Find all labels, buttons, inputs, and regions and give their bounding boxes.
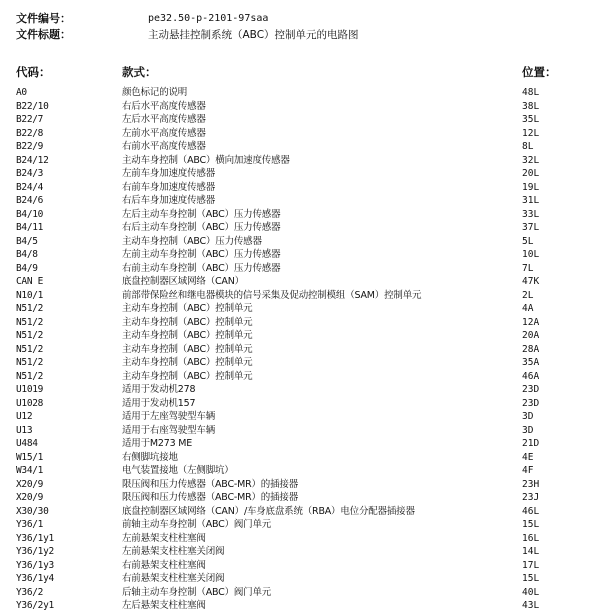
component-code: W34/1 bbox=[16, 465, 44, 476]
component-position: 16L bbox=[522, 532, 540, 544]
component-code: N51/2 bbox=[16, 343, 44, 355]
table-row bbox=[0, 545, 604, 559]
table-row bbox=[0, 410, 604, 424]
table-row bbox=[0, 572, 604, 586]
component-code: Y36/2y1 bbox=[16, 600, 54, 611]
component-code: N51/2 bbox=[16, 303, 44, 314]
component-description: 右前悬架支柱柱塞阀 bbox=[122, 559, 206, 571]
component-description: 适用于发动机157 bbox=[122, 397, 196, 409]
component-position: 46L bbox=[522, 505, 540, 517]
table-row bbox=[0, 383, 604, 397]
component-description: 主动车身控制（ABC）横向加速度传感器 bbox=[122, 154, 290, 166]
component-code: B4/5 bbox=[16, 235, 38, 247]
component-description: 底盘控制器区域网络（CAN）/车身底盘系统（RBA）电位分配器插接器 bbox=[122, 505, 415, 517]
component-code: U1028 bbox=[16, 397, 44, 409]
component-code: A0 bbox=[16, 87, 27, 98]
component-code: N51/2 bbox=[16, 370, 44, 382]
table-row bbox=[0, 316, 604, 330]
component-position: 48L bbox=[522, 87, 540, 98]
component-position: 33L bbox=[522, 208, 540, 220]
component-description: 右前车身加速度传感器 bbox=[122, 181, 216, 193]
component-description: 适用于M273 ME bbox=[122, 438, 193, 449]
table-row bbox=[0, 181, 604, 195]
component-code: B24/6 bbox=[16, 195, 44, 206]
component-position: 46A bbox=[522, 370, 540, 382]
component-code: W15/1 bbox=[16, 451, 44, 463]
component-code: X20/9 bbox=[16, 492, 44, 503]
component-position: 23D bbox=[522, 384, 540, 395]
component-code: N51/2 bbox=[16, 357, 44, 368]
component-position: 19L bbox=[522, 181, 540, 193]
component-position: 3D bbox=[522, 411, 534, 422]
table-row bbox=[0, 275, 604, 289]
component-position: 28A bbox=[522, 343, 540, 355]
component-position: 40L bbox=[522, 586, 540, 598]
component-code: Y36/2 bbox=[16, 586, 44, 598]
component-description: 底盘控制器区域网络（CAN） bbox=[122, 276, 244, 287]
component-position: 5L bbox=[522, 235, 534, 247]
table-row bbox=[0, 302, 604, 316]
position-column-header: 位置： bbox=[522, 65, 557, 79]
component-description: 主动车身控制（ABC）控制单元 bbox=[122, 343, 253, 355]
component-code: B24/3 bbox=[16, 168, 44, 179]
component-description: 主动车身控制（ABC）控制单元 bbox=[122, 357, 253, 368]
component-description: 适用于发动机278 bbox=[122, 384, 196, 395]
component-description: 限压阀和压力传感器（ABC-MR）的插接器 bbox=[122, 478, 299, 490]
component-position: 7L bbox=[522, 262, 534, 274]
table-row bbox=[0, 491, 604, 505]
component-code: X30/30 bbox=[16, 505, 49, 517]
component-code: N51/2 bbox=[16, 316, 44, 328]
component-code: B4/8 bbox=[16, 249, 38, 260]
description-column-header: 款式： bbox=[122, 65, 157, 79]
component-description: 右后水平高度传感器 bbox=[122, 100, 206, 112]
component-description: 右前悬架支柱柱塞关闭阀 bbox=[122, 573, 225, 584]
component-description: 前部带保险丝和继电器模块的信号采集及促动控制模组（SAM）控制单元 bbox=[122, 289, 422, 301]
component-code: B24/4 bbox=[16, 181, 44, 193]
component-position: 10L bbox=[522, 249, 540, 260]
component-description: 主动车身控制（ABC）压力传感器 bbox=[122, 235, 262, 247]
component-description: 左后主动车身控制（ABC）压力传感器 bbox=[122, 208, 281, 220]
table-row bbox=[0, 194, 604, 208]
component-position: 4F bbox=[522, 465, 534, 476]
component-description: 限压阀和压力传感器（ABC-MR）的插接器 bbox=[122, 492, 299, 503]
table-row bbox=[0, 86, 604, 100]
component-position: 15L bbox=[522, 519, 540, 530]
component-code: X20/9 bbox=[16, 478, 44, 490]
component-position: 35A bbox=[522, 357, 540, 368]
table-row bbox=[0, 370, 604, 384]
component-code: Y36/1y1 bbox=[16, 532, 54, 544]
table-row bbox=[0, 518, 604, 532]
component-description: 适用于左座驾驶型车辆 bbox=[122, 411, 216, 422]
code-column-header: 代码： bbox=[16, 65, 51, 79]
component-description: 适用于右座驾驶型车辆 bbox=[122, 424, 216, 436]
component-code: N51/2 bbox=[16, 330, 44, 341]
component-description: 主动车身控制（ABC）控制单元 bbox=[122, 303, 253, 314]
table-row bbox=[0, 599, 604, 613]
table-row bbox=[0, 289, 604, 303]
component-description: 主动车身控制（ABC）控制单元 bbox=[122, 316, 253, 328]
table-row bbox=[0, 221, 604, 235]
table-row bbox=[0, 478, 604, 492]
table-row bbox=[0, 424, 604, 438]
table-row bbox=[0, 262, 604, 276]
component-position: 4A bbox=[522, 303, 534, 314]
table-row bbox=[0, 356, 604, 370]
table-row bbox=[0, 235, 604, 249]
component-position: 12L bbox=[522, 127, 540, 139]
component-position: 37L bbox=[522, 222, 540, 233]
component-position: 4E bbox=[522, 451, 534, 463]
file-number-label: 文件编号： bbox=[16, 12, 71, 25]
component-position: 23H bbox=[522, 478, 540, 490]
component-code: B24/12 bbox=[16, 154, 49, 166]
component-code: Y36/1y3 bbox=[16, 559, 54, 571]
component-description: 主动车身控制（ABC）控制单元 bbox=[122, 370, 253, 382]
file-number-value: pe32.50-p-2101-97saa bbox=[148, 13, 269, 24]
table-row bbox=[0, 451, 604, 465]
table-row bbox=[0, 437, 604, 451]
component-description: 右后主动车身控制（ABC）压力传感器 bbox=[122, 222, 281, 233]
component-position: 14L bbox=[522, 546, 540, 557]
component-code: B4/9 bbox=[16, 262, 38, 274]
file-title-value: 主动悬挂控制系统（ABC）控制单元的电路图 bbox=[148, 29, 359, 41]
component-position: 3D bbox=[522, 424, 534, 436]
component-description: 左前悬架支柱柱塞关闭阀 bbox=[122, 546, 225, 557]
component-code: B22/9 bbox=[16, 141, 44, 152]
component-description: 电气装置接地（左侧脚坑） bbox=[122, 465, 234, 476]
component-description: 左前水平高度传感器 bbox=[122, 127, 206, 139]
component-position: 2L bbox=[522, 289, 534, 301]
table-row bbox=[0, 208, 604, 222]
component-position: 17L bbox=[522, 559, 540, 571]
component-position: 15L bbox=[522, 573, 540, 584]
table-row bbox=[0, 113, 604, 127]
component-description: 右前主动车身控制（ABC）压力传感器 bbox=[122, 262, 281, 274]
table-row bbox=[0, 140, 604, 154]
component-position: 35L bbox=[522, 114, 540, 125]
table-row bbox=[0, 532, 604, 546]
component-description: 前轴主动车身控制（ABC）阀门单元 bbox=[122, 519, 272, 530]
component-description: 左前悬架支柱柱塞阀 bbox=[122, 532, 206, 544]
component-position: 12A bbox=[522, 316, 540, 328]
component-code: Y36/1y4 bbox=[16, 573, 54, 584]
component-position: 47K bbox=[522, 276, 540, 287]
component-description: 后轴主动车身控制（ABC）阀门单元 bbox=[122, 586, 272, 598]
component-code: U484 bbox=[16, 438, 38, 449]
table-row bbox=[0, 248, 604, 262]
component-position: 32L bbox=[522, 154, 540, 166]
table-row bbox=[0, 100, 604, 114]
component-code: B22/10 bbox=[16, 100, 49, 112]
component-description: 左后悬架支柱柱塞阀 bbox=[122, 600, 206, 611]
table-row bbox=[0, 397, 604, 411]
component-description: 左后水平高度传感器 bbox=[122, 114, 206, 125]
component-description: 右侧脚坑接地 bbox=[122, 451, 178, 463]
component-description: 右后车身加速度传感器 bbox=[122, 195, 216, 206]
component-position: 23J bbox=[522, 492, 540, 503]
component-position: 43L bbox=[522, 600, 540, 611]
component-code: Y36/1 bbox=[16, 519, 44, 530]
component-position: 8L bbox=[522, 141, 534, 152]
component-code: B22/8 bbox=[16, 127, 44, 139]
component-code: U1019 bbox=[16, 384, 44, 395]
table-row bbox=[0, 154, 604, 168]
component-code: B4/10 bbox=[16, 208, 44, 220]
table-row bbox=[0, 559, 604, 573]
component-code: Y36/1y2 bbox=[16, 546, 54, 557]
table-row bbox=[0, 343, 604, 357]
component-code: B4/11 bbox=[16, 222, 44, 233]
component-description: 颜色标记的说明 bbox=[122, 87, 188, 98]
component-code: U13 bbox=[16, 424, 33, 436]
component-position: 20A bbox=[522, 330, 540, 341]
component-position: 20L bbox=[522, 168, 540, 179]
component-position: 21D bbox=[522, 438, 540, 449]
component-code: B22/7 bbox=[16, 114, 44, 125]
component-code: N10/1 bbox=[16, 289, 44, 301]
component-code: U12 bbox=[16, 411, 33, 422]
table-row bbox=[0, 464, 604, 478]
table-row bbox=[0, 505, 604, 519]
table-row bbox=[0, 167, 604, 181]
component-list bbox=[0, 86, 604, 613]
component-code: CAN E bbox=[16, 276, 44, 287]
table-row bbox=[0, 127, 604, 141]
component-position: 31L bbox=[522, 195, 540, 206]
table-row bbox=[0, 586, 604, 600]
component-description: 主动车身控制（ABC）控制单元 bbox=[122, 330, 253, 341]
component-description: 左前主动车身控制（ABC）压力传感器 bbox=[122, 249, 281, 260]
component-description: 左前车身加速度传感器 bbox=[122, 168, 216, 179]
component-position: 38L bbox=[522, 100, 540, 112]
file-title-label: 文件标题： bbox=[16, 28, 71, 41]
component-description: 右前水平高度传感器 bbox=[122, 141, 206, 152]
component-position: 23D bbox=[522, 397, 540, 409]
table-row bbox=[0, 329, 604, 343]
